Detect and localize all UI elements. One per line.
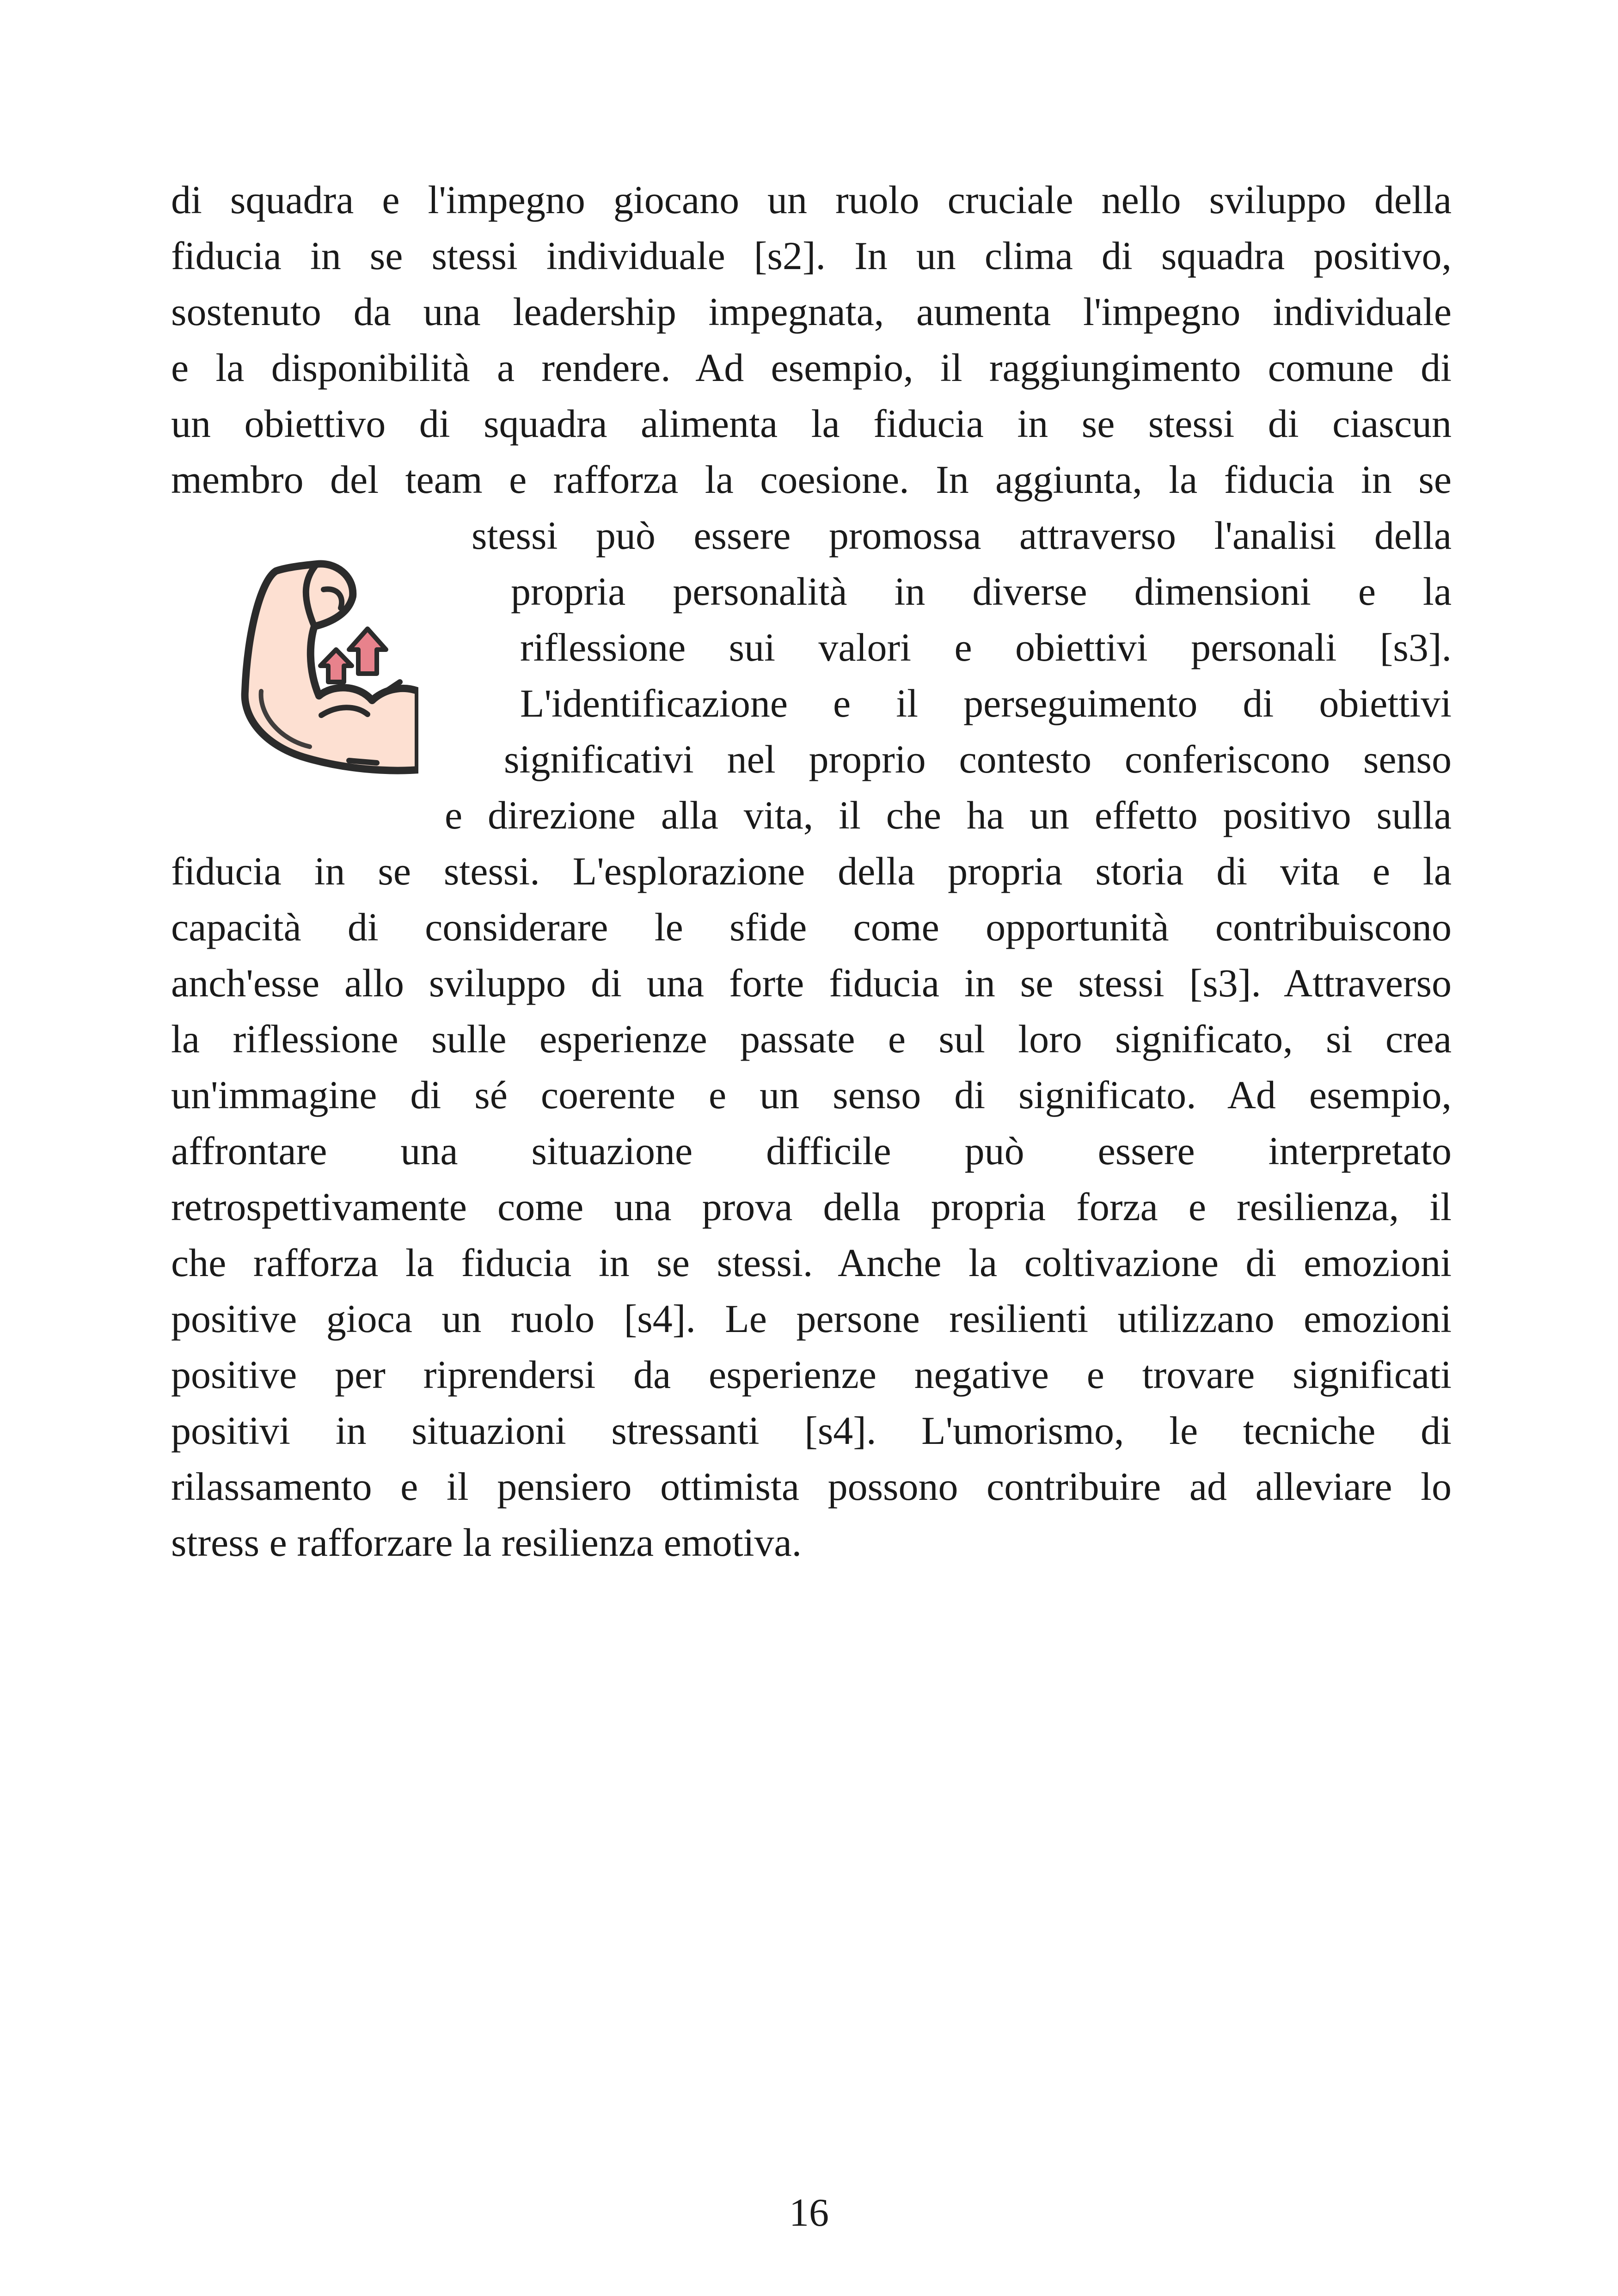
text-line: affrontare una situazione difficile può essere interpretato <box>171 1129 1452 1173</box>
text-line: un obiettivo di squadra alimenta la fiducia in se stessi di ciascun <box>171 401 1452 446</box>
text-line: capacità di considerare le sfide come opportunità contribuiscono <box>171 905 1452 949</box>
flexed-bicep-growth-icon <box>233 553 418 786</box>
text-line: L'identificazione e il perseguimento di obiettivi <box>520 681 1452 725</box>
text-line: di squadra e l'impegno giocano un ruolo cruciale nello sviluppo della <box>171 178 1452 222</box>
text-line: membro del team e rafforza la coesione. In aggiunta, la fiducia in se <box>171 457 1452 502</box>
text-line: riflessione sui valori e obiettivi personali [s3]. <box>520 625 1452 669</box>
text-line: che rafforza la fiducia in se stessi. Anche la coltivazione di emozioni <box>171 1240 1452 1285</box>
text-line: anch'esse allo sviluppo di una forte fiducia in se stessi [s3]. Attraverso <box>171 961 1452 1005</box>
growth-arrows <box>320 629 386 682</box>
text-line: stessi può essere promossa attraverso l'analisi della <box>472 513 1452 558</box>
text-line: significativi nel proprio contesto conferiscono senso <box>504 737 1452 781</box>
text-line: fiducia in se stessi individuale [s2]. In un clima di squadra positivo, <box>171 233 1452 278</box>
text-line: positive per riprendersi da esperienze negative e trovare significati <box>171 1352 1452 1397</box>
text-line: stress e rafforzare la resilienza emotiva. <box>171 1520 802 1565</box>
text-line: propria personalità in diverse dimensioni e la <box>511 569 1452 614</box>
text-line: fiducia in se stessi. L'esplorazione della propria storia di vita e la <box>171 849 1452 893</box>
text-line: rilassamento e il pensiero ottimista possono contribuire ad alleviare lo <box>171 1464 1452 1509</box>
text-line: positivi in situazioni stressanti [s4]. L'umorismo, le tecniche di <box>171 1408 1452 1453</box>
text-line: e la disponibilità a rendere. Ad esempio, il raggiungimento comune di <box>171 345 1452 390</box>
page-number: 16 <box>789 2190 829 2235</box>
text-line: positive gioca un ruolo [s4]. Le persone resilienti utilizzano emozioni <box>171 1296 1452 1341</box>
text-line: la riflessione sulle esperienze passate e sul loro significato, si crea <box>171 1017 1452 1061</box>
text-line: un'immagine di sé coerente e un senso di significato. Ad esempio, <box>171 1073 1452 1117</box>
text-line: sostenuto da una leadership impegnata, aumenta l'impegno individuale <box>171 289 1452 334</box>
text-line: retrospettivamente come una prova della propria forza e resilienza, il <box>171 1185 1452 1229</box>
text-line: e direzione alla vita, il che ha un effetto positivo sulla <box>445 793 1452 837</box>
